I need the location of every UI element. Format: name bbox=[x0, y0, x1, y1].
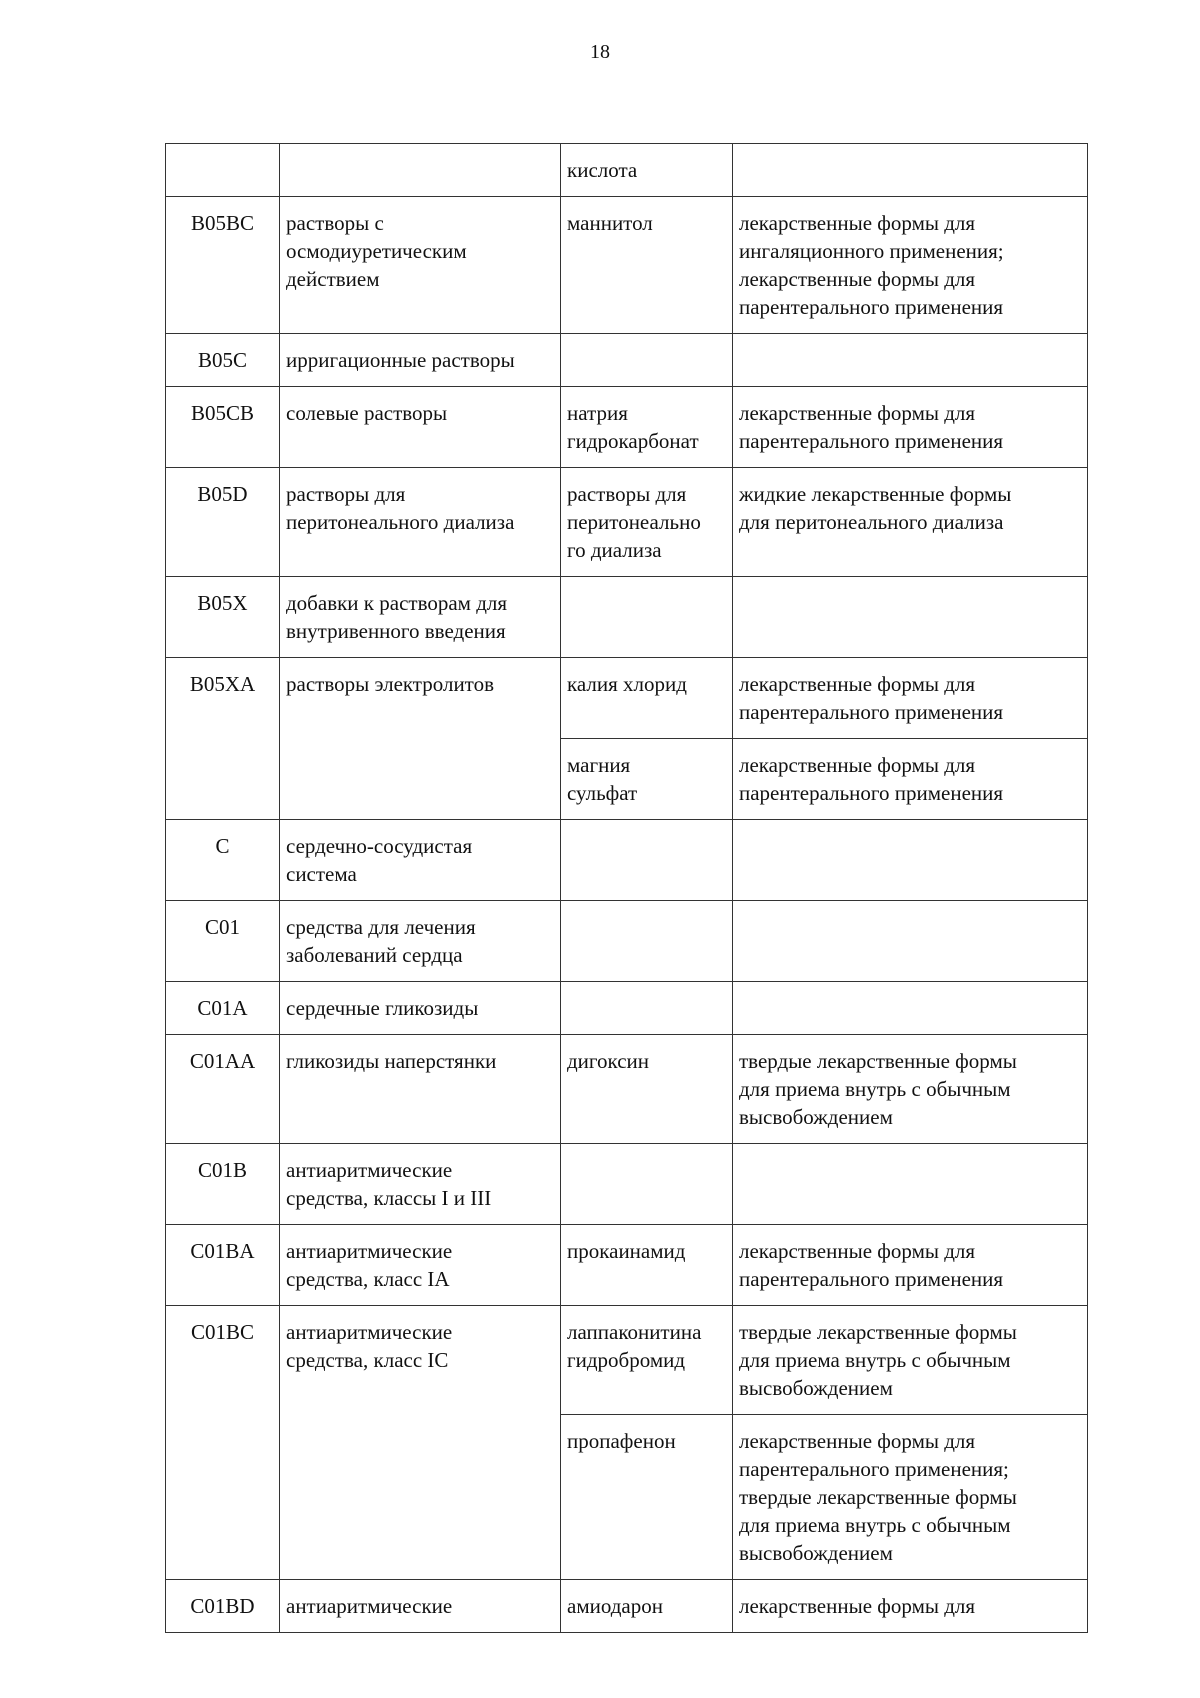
drug-name-cell bbox=[561, 901, 733, 982]
dosage-form-cell: лекарственные формы для парентерального применения bbox=[733, 1225, 1088, 1306]
atc-code-cell: B05XA bbox=[166, 658, 280, 820]
dosage-form-cell: лекарственные формы для ингаляционного применения; лекарственные формы для парентерального применения bbox=[733, 197, 1088, 334]
anatomical-therapeutic-group-cell: солевые растворы bbox=[280, 387, 561, 468]
anatomical-therapeutic-group-cell: гликозиды наперстянки bbox=[280, 1035, 561, 1144]
dosage-form-cell: жидкие лекарственные формы для перитонеального диализа bbox=[733, 468, 1088, 577]
dosage-form-cell bbox=[733, 334, 1088, 387]
anatomical-therapeutic-group-cell: сердечно-сосудистая система bbox=[280, 820, 561, 901]
table-row bbox=[166, 982, 1088, 1035]
drug-name-cell: растворы для перитонеально го диализа bbox=[561, 468, 733, 577]
table-row bbox=[166, 144, 1088, 197]
anatomical-therapeutic-group-cell: растворы для перитонеального диализа bbox=[280, 468, 561, 577]
atc-code-cell: C01BA bbox=[166, 1225, 280, 1306]
atc-code-cell: B05D bbox=[166, 468, 280, 577]
drug-name-cell: лаппаконитина гидробромид bbox=[561, 1306, 733, 1415]
table-row bbox=[166, 334, 1088, 387]
dosage-form-cell: лекарственные формы для парентерального применения bbox=[733, 387, 1088, 468]
table-row bbox=[166, 658, 1088, 739]
atc-code-cell: C bbox=[166, 820, 280, 901]
table-row bbox=[166, 197, 1088, 334]
table-row bbox=[166, 387, 1088, 468]
anatomical-therapeutic-group-cell: растворы с осмодиуретическим действием bbox=[280, 197, 561, 334]
drug-classification-table bbox=[165, 143, 1088, 1633]
dosage-form-cell: лекарственные формы для bbox=[733, 1580, 1088, 1633]
dosage-form-cell bbox=[733, 1144, 1088, 1225]
drug-name-cell: магния сульфат bbox=[561, 739, 733, 820]
anatomical-therapeutic-group-cell: средства для лечения заболеваний сердца bbox=[280, 901, 561, 982]
drug-name-cell: пропафенон bbox=[561, 1415, 733, 1580]
drug-name-cell bbox=[561, 1144, 733, 1225]
dosage-form-cell: твердые лекарственные формы для приема внутрь с обычным высвобождением bbox=[733, 1306, 1088, 1415]
table-row bbox=[166, 1035, 1088, 1144]
atc-code-cell: C01B bbox=[166, 1144, 280, 1225]
atc-code-cell: B05X bbox=[166, 577, 280, 658]
anatomical-therapeutic-group-cell: антиаритмические bbox=[280, 1580, 561, 1633]
table-row bbox=[166, 820, 1088, 901]
anatomical-therapeutic-group-cell: ирригационные растворы bbox=[280, 334, 561, 387]
dosage-form-cell: лекарственные формы для парентерального применения; твердые лекарственные формы для приема внутрь с обычным высвобождением bbox=[733, 1415, 1088, 1580]
drug-name-cell bbox=[561, 820, 733, 901]
table-row bbox=[166, 468, 1088, 577]
dosage-form-cell: лекарственные формы для парентерального применения bbox=[733, 739, 1088, 820]
atc-code-cell: B05BC bbox=[166, 197, 280, 334]
atc-code-cell: B05CB bbox=[166, 387, 280, 468]
atc-code-cell: C01AA bbox=[166, 1035, 280, 1144]
dosage-form-cell bbox=[733, 982, 1088, 1035]
table-row bbox=[166, 1580, 1088, 1633]
anatomical-therapeutic-group-cell: антиаритмические средства, классы I и III bbox=[280, 1144, 561, 1225]
dosage-form-cell bbox=[733, 144, 1088, 197]
anatomical-therapeutic-group-cell: антиаритмические средства, класс IA bbox=[280, 1225, 561, 1306]
table-row bbox=[166, 1144, 1088, 1225]
atc-code-cell: C01A bbox=[166, 982, 280, 1035]
atc-code-cell: C01BC bbox=[166, 1306, 280, 1580]
dosage-form-cell: твердые лекарственные формы для приема внутрь с обычным высвобождением bbox=[733, 1035, 1088, 1144]
drug-name-cell: маннитол bbox=[561, 197, 733, 334]
drug-name-cell: прокаинамид bbox=[561, 1225, 733, 1306]
dosage-form-cell: лекарственные формы для парентерального применения bbox=[733, 658, 1088, 739]
drug-name-cell: кислота bbox=[561, 144, 733, 197]
atc-code-cell: B05C bbox=[166, 334, 280, 387]
drug-name-cell: калия хлорид bbox=[561, 658, 733, 739]
table-row bbox=[166, 1306, 1088, 1415]
drug-name-cell: дигоксин bbox=[561, 1035, 733, 1144]
drug-name-cell: амиодарон bbox=[561, 1580, 733, 1633]
dosage-form-cell bbox=[733, 577, 1088, 658]
dosage-form-cell bbox=[733, 901, 1088, 982]
anatomical-therapeutic-group-cell: добавки к растворам для внутривенного введения bbox=[280, 577, 561, 658]
anatomical-therapeutic-group-cell: антиаритмические средства, класс IC bbox=[280, 1306, 561, 1580]
anatomical-therapeutic-group-cell: сердечные гликозиды bbox=[280, 982, 561, 1035]
anatomical-therapeutic-group-cell: растворы электролитов bbox=[280, 658, 561, 820]
drug-name-cell: натрия гидрокарбонат bbox=[561, 387, 733, 468]
page-number: 18 bbox=[590, 41, 610, 63]
atc-code-cell: C01BD bbox=[166, 1580, 280, 1633]
drug-name-cell bbox=[561, 577, 733, 658]
drug-name-cell bbox=[561, 982, 733, 1035]
atc-code-cell bbox=[166, 144, 280, 197]
drug-name-cell bbox=[561, 334, 733, 387]
table-row bbox=[166, 1225, 1088, 1306]
table-row bbox=[166, 901, 1088, 982]
dosage-form-cell bbox=[733, 820, 1088, 901]
table-row bbox=[166, 577, 1088, 658]
anatomical-therapeutic-group-cell bbox=[280, 144, 561, 197]
atc-code-cell: C01 bbox=[166, 901, 280, 982]
